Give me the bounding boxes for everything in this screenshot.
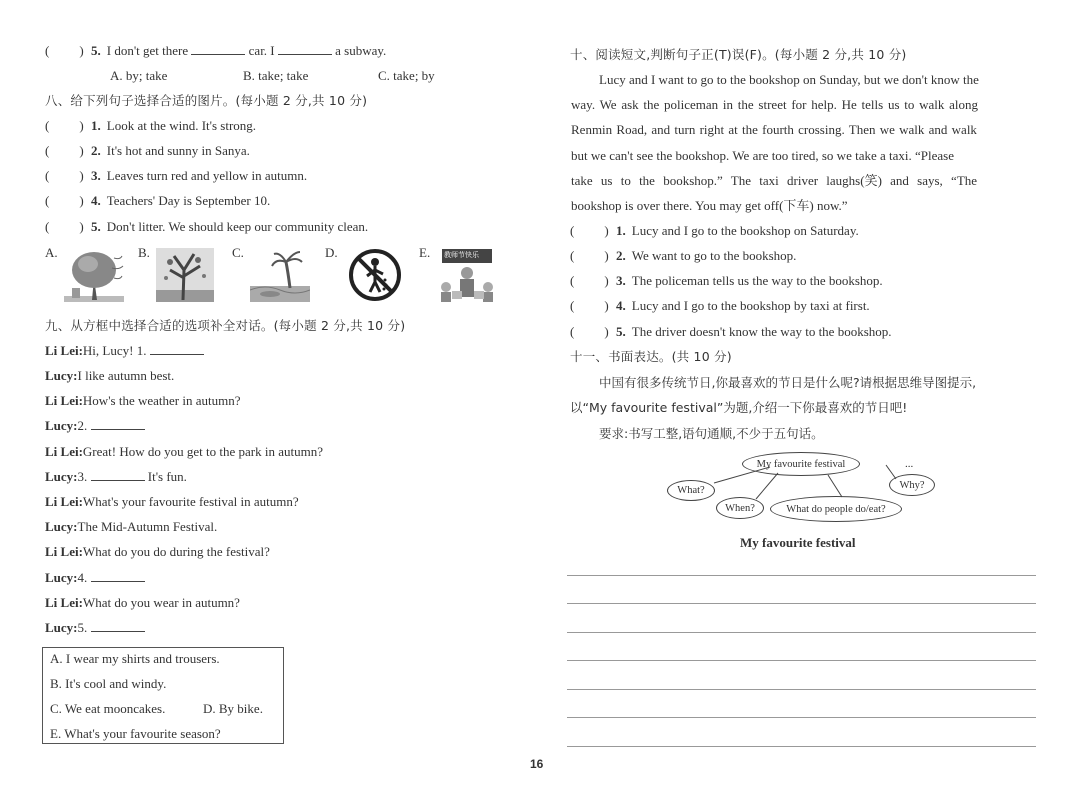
speaker: Li Lei: xyxy=(45,494,83,509)
mindmap-when-oval: When? xyxy=(716,497,764,519)
mindmap-more: ... xyxy=(905,458,914,470)
dialogue-text: I like autumn best. xyxy=(77,368,175,383)
speaker: Lucy: xyxy=(45,418,78,433)
dialogue-line-7 xyxy=(45,494,299,510)
dialogue-text: Great! How do you get to the park in autumn? xyxy=(82,444,323,459)
item-number: 1. xyxy=(616,223,626,238)
answer-paren[interactable]: ( ) xyxy=(45,168,84,183)
item-text: Leaves turn red and yellow in autumn. xyxy=(106,168,308,183)
item-text: It's hot and sunny in Sanya. xyxy=(106,143,250,158)
beach-picture xyxy=(250,250,310,302)
answer-blank[interactable] xyxy=(91,621,145,632)
speaker: Li Lei: xyxy=(45,444,83,459)
q5-option-a: A. by; take xyxy=(110,68,168,83)
essay-title: My favourite festival xyxy=(740,535,856,550)
no-littering-sign xyxy=(348,248,402,302)
picture-label-b: B. xyxy=(138,245,150,260)
dialogue-line-10 xyxy=(45,570,145,586)
autumn-tree-picture xyxy=(156,248,214,302)
writing-requirement: 要求:书写工整,语句通顺,不少于五句话。 xyxy=(599,426,824,441)
passage-line-2: way. We ask the policeman in the street for help. He tells us to walk along xyxy=(571,97,979,112)
dialogue-line-4 xyxy=(45,418,145,434)
option-d: D. By bike. xyxy=(203,701,263,716)
option-e: E. What's your favourite season? xyxy=(50,726,221,741)
dialogue-text: 4. xyxy=(77,570,88,585)
item-text: Don't litter. We should keep our community clean. xyxy=(106,219,369,234)
sec10-item-3 xyxy=(570,273,883,289)
dialogue-line-8 xyxy=(45,519,217,535)
sec10-item-2 xyxy=(570,248,796,264)
dialogue-text: Hi, Lucy! 1. xyxy=(82,343,147,358)
picture-label-d: D. xyxy=(325,245,338,260)
passage-line-6: bookshop is over there. You may get off(下车) now.” xyxy=(571,198,848,213)
dialogue-text: 5. xyxy=(77,620,88,635)
sec10-item-5 xyxy=(570,324,892,340)
dialogue-text: 3. xyxy=(77,469,88,484)
item-number: 1. xyxy=(91,118,101,133)
windy-tree-picture xyxy=(64,248,124,302)
writing-prompt-1: 中国有很多传统节日,你最喜欢的节日是什么呢?请根据思维导图提示, xyxy=(599,375,977,390)
dialogue-line-2 xyxy=(45,368,174,384)
sec8-item-4 xyxy=(45,193,270,209)
dialogue-text: It's fun. xyxy=(147,469,187,484)
dialogue-text: What do you do during the festival? xyxy=(82,544,270,559)
answer-blank[interactable] xyxy=(91,419,145,430)
item-text: We want to go to the bookshop. xyxy=(631,248,797,263)
speaker: Li Lei: xyxy=(45,343,83,358)
answer-paren[interactable]: ( ) xyxy=(570,273,609,288)
speaker: Li Lei: xyxy=(45,544,83,559)
item-number: 2. xyxy=(91,143,101,158)
paren-open: ( xyxy=(45,43,50,58)
mindmap-center-oval: My favourite festival xyxy=(742,452,860,476)
item-number: 4. xyxy=(616,298,626,313)
picture-label-a: A. xyxy=(45,245,58,260)
speaker: Li Lei: xyxy=(45,393,83,408)
item-number: 2. xyxy=(616,248,626,263)
question-number: 5. xyxy=(91,43,101,58)
sec10-item-4 xyxy=(570,298,870,314)
answer-paren[interactable]: ( ) xyxy=(45,193,84,208)
section-9-title: 九、从方框中选择合适的选项补全对话。(每小题 2 分,共 10 分) xyxy=(45,318,406,333)
q5-option-c: C. take; by xyxy=(378,68,435,83)
q5-option-b: B. take; take xyxy=(243,68,309,83)
item-text: Look at the wind. It's strong. xyxy=(106,118,257,133)
writing-line[interactable] xyxy=(567,746,1036,747)
option-c: C. We eat mooncakes. xyxy=(50,701,166,716)
option-a: A. I wear my shirts and trousers. xyxy=(50,651,220,666)
writing-line[interactable] xyxy=(567,717,1036,718)
passage-line-3: Renmin Road, and turn right at the fourth crossing. Then we walk and walk xyxy=(571,122,977,137)
picture-label-e: E. xyxy=(419,245,431,260)
question-text: car. I xyxy=(248,43,275,58)
answer-paren[interactable]: ( ) xyxy=(45,219,84,234)
question-text: I don't get there xyxy=(106,43,189,58)
item-number: 5. xyxy=(616,324,626,339)
dialogue-line-1 xyxy=(45,343,204,359)
item-number: 3. xyxy=(616,273,626,288)
item-number: 4. xyxy=(91,193,101,208)
answer-paren[interactable]: ( ) xyxy=(45,143,84,158)
dialogue-text: 2. xyxy=(77,418,88,433)
dialogue-text: The Mid-Autumn Festival. xyxy=(77,519,218,534)
passage-line-1: Lucy and I want to go to the bookshop on Sunday, but we don't know the xyxy=(599,72,979,87)
writing-line[interactable] xyxy=(567,689,1036,690)
sec8-item-3 xyxy=(45,168,307,184)
item-number: 5. xyxy=(91,219,101,234)
dialogue-text: What's your favourite festival in autumn? xyxy=(82,494,299,509)
dialogue-text: What do you wear in autumn? xyxy=(82,595,240,610)
speaker: Lucy: xyxy=(45,620,78,635)
item-text: Teachers' Day is September 10. xyxy=(106,193,271,208)
item-text: The driver doesn't know the way to the bookshop. xyxy=(631,324,892,339)
sec8-item-2 xyxy=(45,143,250,159)
speaker: Lucy: xyxy=(45,570,78,585)
mindmap-why-oval: Why? xyxy=(889,474,935,496)
question-text: a subway. xyxy=(335,43,387,58)
page-number: 16 xyxy=(530,757,544,771)
picture-label-c: C. xyxy=(232,245,244,260)
answer-blank[interactable] xyxy=(150,344,204,355)
writing-line[interactable] xyxy=(567,632,1036,633)
dialogue-line-3 xyxy=(45,393,241,409)
teachers-day-picture xyxy=(438,247,496,303)
answer-blank[interactable] xyxy=(191,44,245,55)
dialogue-text: How's the weather in autumn? xyxy=(82,393,241,408)
sec8-item-5 xyxy=(45,219,368,235)
section-8-title: 八、给下列句子选择合适的图片。(每小题 2 分,共 10 分) xyxy=(45,93,368,108)
answer-blank[interactable] xyxy=(91,571,145,582)
answer-paren[interactable]: ( ) xyxy=(570,298,609,313)
question-5-row xyxy=(45,43,386,59)
speaker: Li Lei: xyxy=(45,595,83,610)
speaker: Lucy: xyxy=(45,469,78,484)
writing-line[interactable] xyxy=(567,660,1036,661)
item-text: Lucy and I go to the bookshop on Saturday. xyxy=(631,223,859,238)
blackboard-text: 教师节快乐 xyxy=(444,251,479,259)
answer-paren[interactable]: ( ) xyxy=(570,248,609,263)
passage-line-5: take us to the bookshop.” The taxi driver laughs(笑) and says, “The xyxy=(571,173,978,188)
sec8-item-1 xyxy=(45,118,256,134)
section-11-title: 十一、书面表达。(共 10 分) xyxy=(570,349,732,364)
mindmap-what-oval: What? xyxy=(667,480,715,501)
writing-line[interactable] xyxy=(567,603,1036,604)
dialogue-line-6 xyxy=(45,469,187,485)
dialogue-line-11 xyxy=(45,595,240,611)
option-b: B. It's cool and windy. xyxy=(50,676,167,691)
item-number: 3. xyxy=(91,168,101,183)
mindmap-do-eat-oval: What do people do/eat? xyxy=(770,496,902,522)
section-10-title: 十、阅读短文,判断句子正(T)误(F)。(每小题 2 分,共 10 分) xyxy=(570,47,907,62)
answer-paren[interactable] xyxy=(45,43,91,59)
dialogue-line-5 xyxy=(45,444,323,460)
sec10-item-1 xyxy=(570,223,859,239)
answer-blank[interactable] xyxy=(278,44,332,55)
writing-prompt-2: 以“My favourite festival”为题,介绍一下你最喜欢的节日吧! xyxy=(570,400,908,415)
speaker: Lucy: xyxy=(45,368,78,383)
answer-paren[interactable]: ( ) xyxy=(570,223,609,238)
answer-paren[interactable]: ( ) xyxy=(45,118,84,133)
answer-paren[interactable]: ( ) xyxy=(570,324,609,339)
speaker: Lucy: xyxy=(45,519,78,534)
dialogue-line-12 xyxy=(45,620,145,636)
paren-close: ) xyxy=(79,43,84,58)
answer-blank[interactable] xyxy=(91,470,145,481)
writing-line[interactable] xyxy=(567,575,1036,576)
passage-line-4: but we can't see the bookshop. We are too tired, so we take a taxi. “Please xyxy=(571,148,954,163)
item-text: Lucy and I go to the bookshop by taxi at first. xyxy=(631,298,870,313)
dialogue-line-9 xyxy=(45,544,270,560)
item-text: The policeman tells us the way to the bookshop. xyxy=(631,273,883,288)
